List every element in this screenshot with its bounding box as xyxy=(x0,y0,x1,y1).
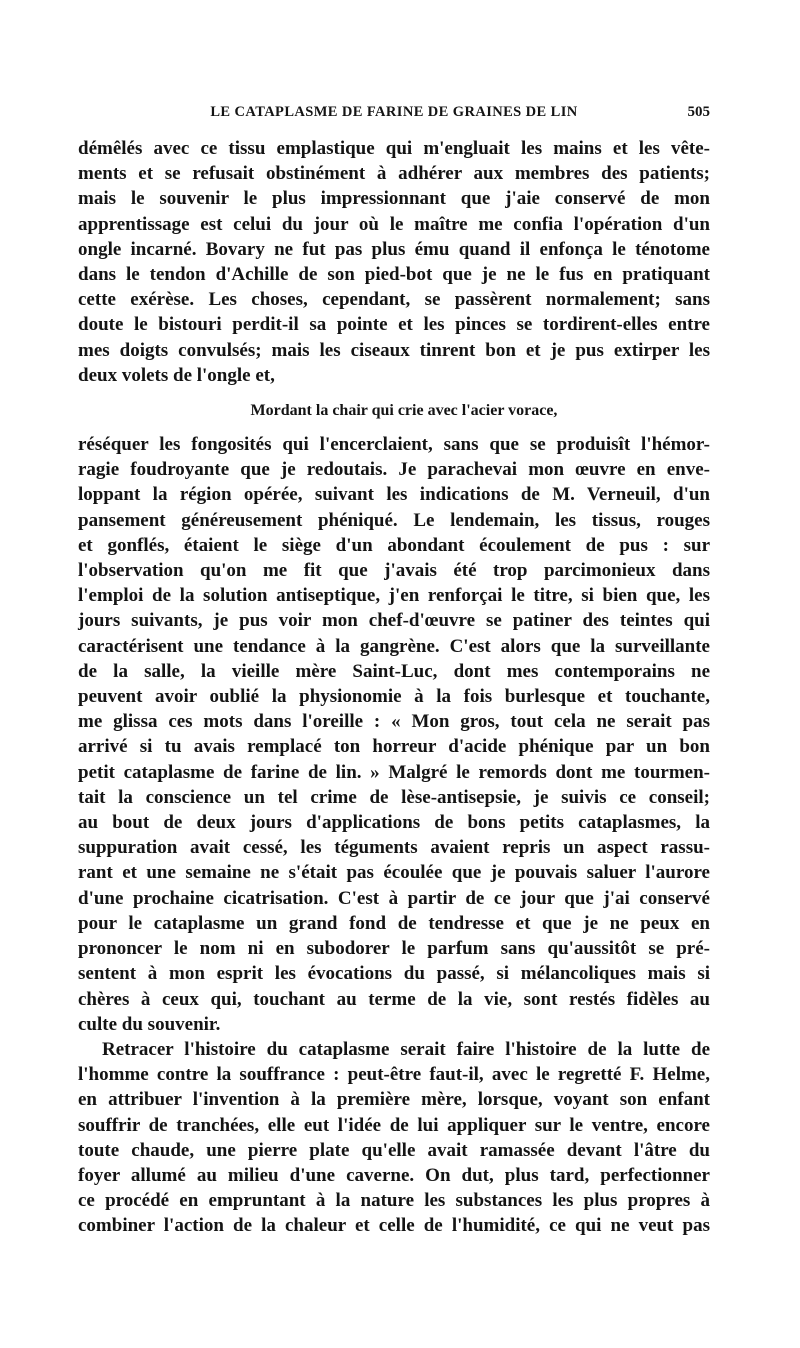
text-line: sentent à mon esprit les évocations du passé, si mélancoliques mais si xyxy=(78,963,710,985)
text-line: cette exérèse. Les choses, cependant, se passèrent normalement; sans xyxy=(78,289,710,311)
text-line: ragie foudroyante que je redoutais. Je parachevai mon œuvre en enve- xyxy=(78,459,710,481)
text-line: souffrir de tranchées, elle eut l'idée de lui appliquer sur le ventre, encore xyxy=(78,1114,710,1136)
text-line: jours suivants, je pus voir mon chef-d'œuvre se patiner des teintes qui xyxy=(78,610,710,632)
running-title: LE CATAPLASME DE FARINE DE GRAINES DE LIN xyxy=(210,104,578,120)
text-line: petit cataplasme de farine de lin. » Malgré le remords dont me tourmen- xyxy=(78,761,710,783)
text-line: l'observation qu'on me fit que j'avais été trop parcimonieux dans xyxy=(78,560,710,582)
text-line: démêlés avec ce tissu emplastique qui m'engluait les mains et les vête- xyxy=(78,138,710,159)
text-line: de la salle, la vieille mère Saint-Luc, dont mes contemporains ne xyxy=(78,660,710,682)
paragraph-3 xyxy=(78,1037,710,1239)
text-line: me glissa ces mots dans l'oreille : « Mon gros, tout cela ne serait pas xyxy=(78,711,710,733)
text-line: suppuration avait cessé, les téguments avaient repris un aspect rassu- xyxy=(78,837,710,859)
text-line: tait la conscience un tel crime de lèse-antisepsie, je suivis ce conseil; xyxy=(78,786,710,808)
text-line: dans le tendon d'Achille de son pied-bot que je ne le fus en pratiquant xyxy=(78,264,710,286)
text-line: toute chaude, une pierre plate qu'elle avait ramassée devant l'âtre du xyxy=(78,1139,710,1161)
text-line: pour le cataplasme un grand fond de tendresse et que je ne peux en xyxy=(78,912,710,934)
text-line: foyer allumé au milieu d'une caverne. On dut, plus tard, perfectionner xyxy=(78,1164,710,1186)
text-line: arrivé si tu avais remplacé ton horreur d'acide phénique par un bon xyxy=(78,736,710,758)
text-line: loppant la région opérée, suivant les indications de M. Verneuil, d'un xyxy=(78,484,710,506)
text-line: en attribuer l'invention à la première mère, lorsque, voyant son enfant xyxy=(78,1089,710,1111)
text-line: chères à ceux qui, touchant au terme de la vie, sont restés fidèles au xyxy=(78,988,710,1010)
verse-quotation: Mordant la chair qui crie avec l'acier vorace, xyxy=(250,402,558,420)
text-line: l'emploi de la solution antiseptique, j'en renforçai le titre, si bien que, les xyxy=(78,585,710,607)
text-line: combiner l'action de la chaleur et celle de l'humidité, ce qui ne veut pas xyxy=(78,1215,710,1237)
text-line: au bout de deux jours d'applications de bons petits cataplasmes, la xyxy=(78,812,710,834)
text-line: rant et une semaine ne s'était pas écoulée que je pouvais saluer l'aurore xyxy=(78,862,710,884)
text-line: peuvent avoir oublié la physionomie à la fois burlesque et touchante, xyxy=(78,686,710,708)
text-line: ments et se refusait obstinément à adhérer aux membres des patients; xyxy=(78,163,710,185)
text-line: réséquer les fongosités qui l'encerclaient, sans que se produisît l'hémor- xyxy=(78,434,710,456)
body-text xyxy=(78,136,710,1239)
paragraph-1 xyxy=(78,136,710,388)
page-number: 505 xyxy=(687,104,710,120)
text-line: caractérisent une tendance à la gangrène. C'est alors que la surveillante xyxy=(78,635,710,657)
text-line: et gonflés, étaient le siège d'un abondant écoulement de pus : sur xyxy=(78,534,710,556)
text-line: ce procédé en empruntant à la nature les substances les plus propres à xyxy=(78,1190,710,1212)
text-line: prononcer le nom ni en subodorer le parfum sans qu'aussitôt se pré- xyxy=(78,938,710,960)
text-line: doute le bistouri perdit-il sa pointe et les pinces se tordirent-elles entre xyxy=(78,314,710,336)
text-line: pansement généreusement phéniqué. Le lendemain, les tissus, rouges xyxy=(78,509,710,531)
text-line: deux volets de l'ongle et, xyxy=(78,364,275,386)
text-line: mes doigts convulsés; mais les ciseaux tinrent bon et je pus extirper les xyxy=(78,339,710,361)
text-line: apprentissage est celui du jour où le maître me confia l'opération d'un xyxy=(78,213,710,235)
text-line: l'homme contre la souffrance : peut-être faut-il, avec le regretté F. Helme, xyxy=(78,1064,710,1086)
text-line: Retracer l'histoire du cataplasme serait faire l'histoire de la lutte de xyxy=(102,1038,710,1060)
text-line: culte du souvenir. xyxy=(78,1013,221,1035)
text-line: d'une prochaine cicatrisation. C'est à partir de ce jour que j'ai conservé xyxy=(78,887,710,909)
text-line: mais le souvenir le plus impressionnant que j'aie conservé de mon xyxy=(78,188,710,210)
paragraph-2 xyxy=(78,432,710,1037)
text-line: ongle incarné. Bovary ne fut pas plus ému quand il enfonça le ténotome xyxy=(78,238,710,260)
running-head xyxy=(78,104,710,126)
